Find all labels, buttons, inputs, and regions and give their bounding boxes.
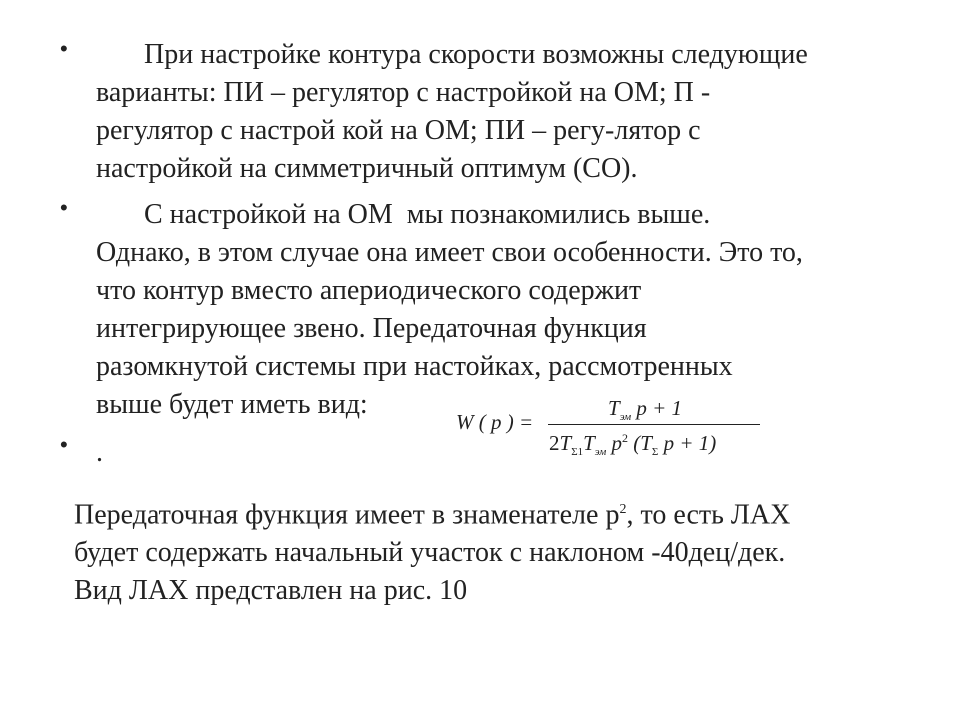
bullet-2: •	[60, 195, 68, 220]
paragraph-2-line-3: что контур вместо апериодического содержит	[96, 275, 642, 306]
den-sub1: Σ1	[571, 446, 584, 459]
den-sub2: эм	[594, 446, 607, 459]
den-rest: p + 1)	[658, 431, 717, 455]
bullet-1: •	[60, 36, 68, 61]
den-T2: T	[583, 431, 595, 455]
paragraph-2-line-4: интегрирующее звено. Передаточная функция	[96, 313, 647, 344]
paragraph-2-line-5: разомкнутой системы при настойках, рассмотренных	[96, 351, 733, 382]
paragraph-1-line-1: При настройке контура скорости возможны следующие	[144, 39, 808, 70]
bottom-line-1-a: Передаточная функция имеет в знаменателе p	[74, 499, 620, 531]
bottom-paragraph	[74, 491, 934, 610]
paragraph-2-line-6: выше будет иметь вид:	[96, 389, 368, 420]
den-p: p	[606, 431, 622, 455]
paragraph-1-line-2: варианты: ПИ – регулятор с настройкой на ОМ; П -	[96, 77, 711, 108]
bottom-line-1	[74, 491, 934, 534]
bottom-line-2: будет содержать начальный участок с наклоном -40дец/дек.	[74, 537, 786, 569]
paragraph-1-line-4: настройкой на симметричный оптимум (СО).	[96, 153, 638, 184]
bottom-line-3: Вид ЛАХ представлен на рис. 10	[74, 575, 468, 607]
bottom-line-1-sup: 2	[619, 502, 627, 517]
paragraph-3	[96, 434, 916, 472]
paragraph-2	[96, 196, 916, 424]
paragraph-1-line-3: регулятор с настрой кой на ОМ; ПИ – регу-лятор с	[96, 115, 701, 146]
paragraph-2-line-1: С настройкой на ОМ мы познакомились выше.	[144, 199, 711, 230]
bottom-line-1-b: , то есть ЛАХ	[626, 499, 791, 531]
num-T: T	[608, 396, 620, 420]
bullet-3: •	[60, 432, 68, 457]
fraction-bar	[548, 424, 760, 425]
paragraph-1	[96, 36, 916, 188]
den-sub3: Σ	[651, 446, 659, 459]
num-rest: p + 1	[631, 396, 683, 420]
den-sup: 2	[621, 431, 628, 445]
den-paren: (T	[627, 431, 652, 455]
paragraph-2-line-2: Однако, в этом случае она имеет свои особенности. Это то,	[96, 237, 803, 268]
num-sub: эм	[619, 411, 632, 424]
den-T1: T	[559, 431, 572, 455]
formula-numerator	[608, 396, 682, 423]
den-2: 2	[549, 431, 560, 455]
paragraph-3-text: .	[96, 437, 103, 468]
formula-lhs: W ( p ) =	[456, 410, 534, 434]
